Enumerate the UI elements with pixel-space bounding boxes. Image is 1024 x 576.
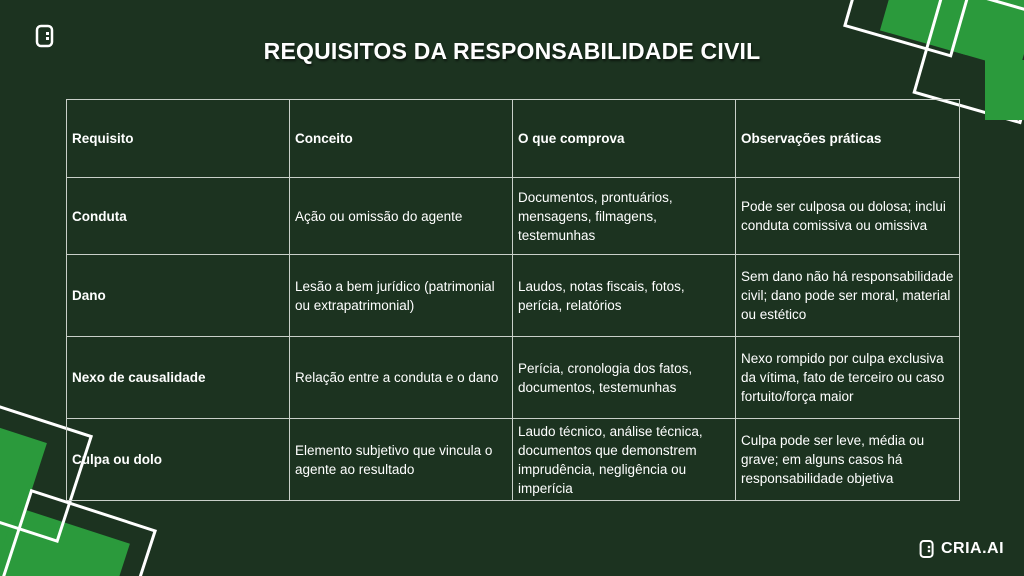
- header-observacoes: Observações práticas: [736, 100, 960, 178]
- brand-logo: [919, 538, 1004, 560]
- brand-name: CRIA.AI: [941, 540, 1005, 557]
- cell-conceito: Elemento subjetivo que vincula o agente ao resultado: [290, 419, 513, 501]
- cell-requisito: Culpa ou dolo: [67, 419, 290, 501]
- cell-comprova: Laudos, notas fiscais, fotos, perícia, relatórios: [513, 255, 736, 337]
- header-requisito: Requisito: [67, 100, 290, 178]
- cell-conceito: Lesão a bem jurídico (patrimonial ou extrapatrimonial): [290, 255, 513, 337]
- cria-logo-icon: [919, 539, 935, 559]
- cell-observacoes: Pode ser culposa ou dolosa; inclui conduta comissiva ou omissiva: [736, 178, 960, 255]
- cell-observacoes: Sem dano não há responsabilidade civil; dano pode ser moral, material ou estético: [736, 255, 960, 337]
- cell-conceito: Relação entre a conduta e o dano: [290, 337, 513, 419]
- cell-observacoes: Culpa pode ser leve, média ou grave; em alguns casos há responsabilidade objetiva: [736, 419, 960, 501]
- cell-conceito: Ação ou omissão do agente: [290, 178, 513, 255]
- cell-requisito: Nexo de causalidade: [67, 337, 290, 419]
- header-conceito: Conceito: [290, 100, 513, 178]
- table-row: [67, 419, 960, 501]
- cell-comprova: Perícia, cronologia dos fatos, documentos, testemunhas: [513, 337, 736, 419]
- table-header-row: [67, 100, 960, 178]
- table-row: [67, 337, 960, 419]
- cell-comprova: Laudo técnico, análise técnica, documentos que demonstrem imprudência, negligência ou imperícia: [513, 419, 736, 501]
- cell-requisito: Dano: [67, 255, 290, 337]
- header-o-que-comprova: O que comprova: [513, 100, 736, 178]
- cell-requisito: Conduta: [67, 178, 290, 255]
- page-title: REQUISITOS DA RESPONSABILIDADE CIVIL: [263, 38, 761, 64]
- requirements-table: [66, 99, 960, 501]
- cell-observacoes: Nexo rompido por culpa exclusiva da vítima, fato de terceiro ou caso fortuito/força maior: [736, 337, 960, 419]
- table-row: [67, 178, 960, 255]
- cell-comprova: Documentos, prontuários, mensagens, filmagens, testemunhas: [513, 178, 736, 255]
- table-row: [67, 255, 960, 337]
